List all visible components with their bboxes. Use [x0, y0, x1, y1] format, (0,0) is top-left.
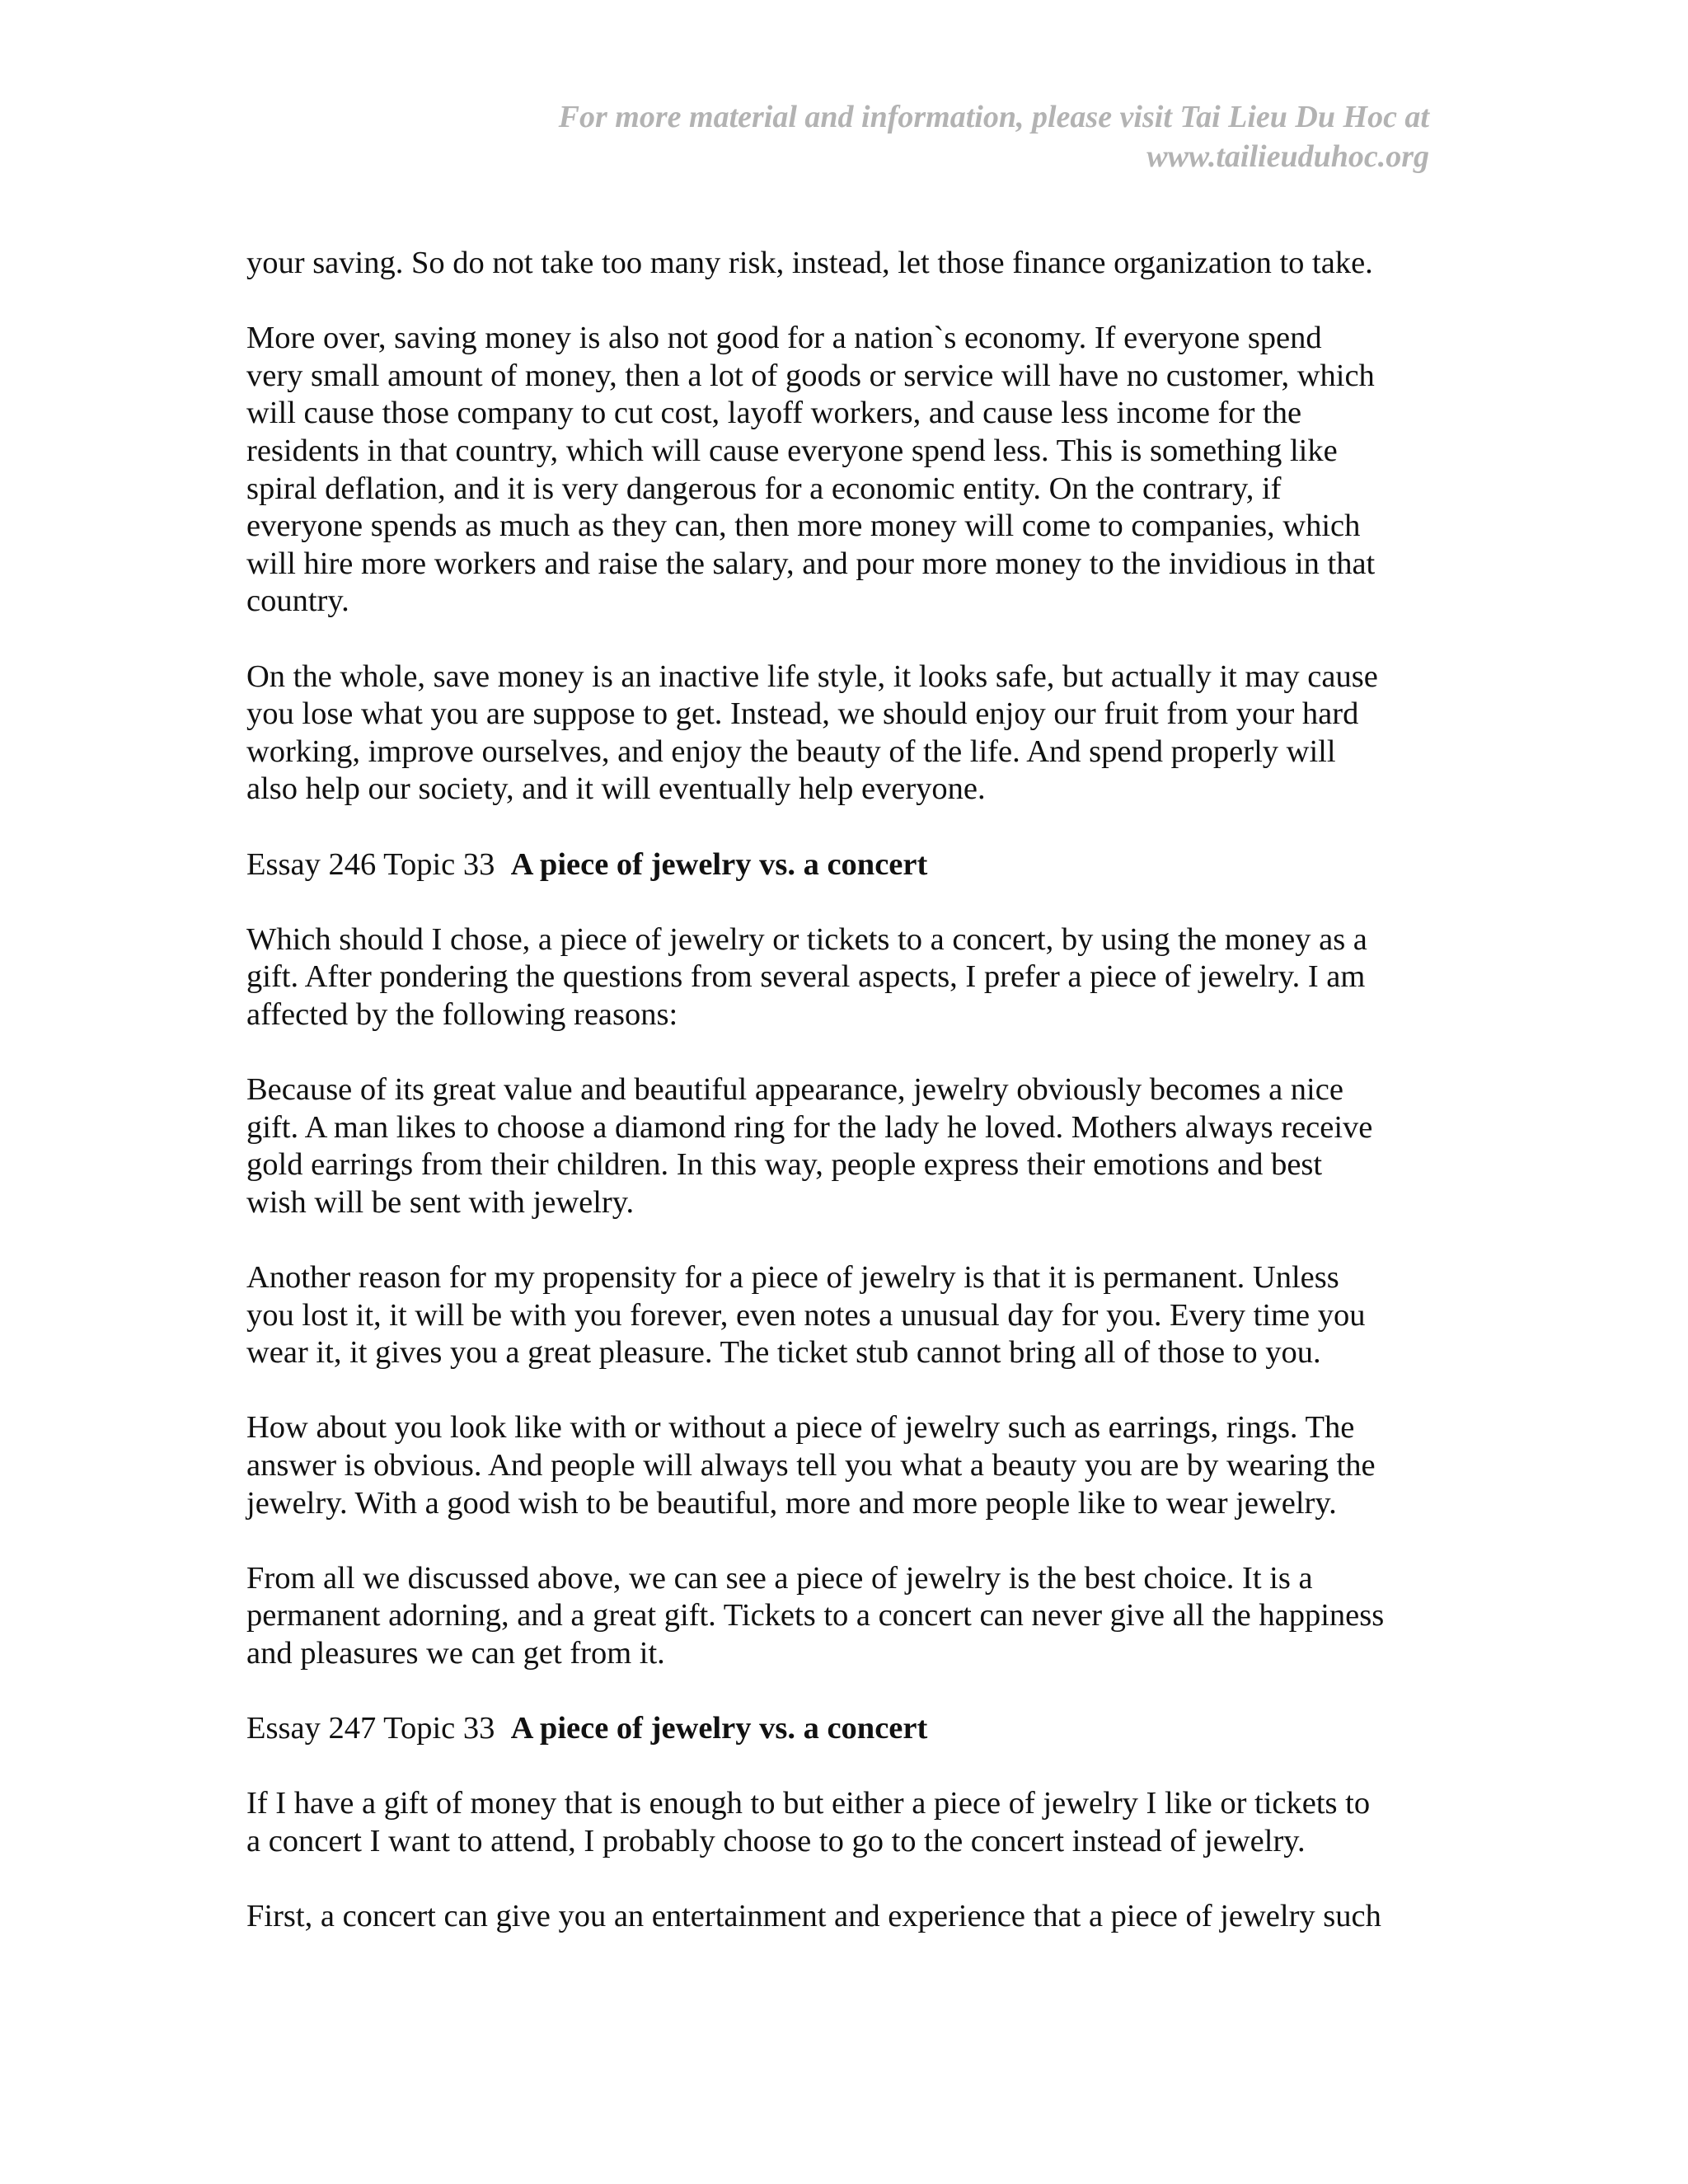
paragraph — [246, 1409, 1442, 1522]
header-line-1: For more material and information, please visit Tai Lieu Du Hoc at — [558, 100, 1429, 134]
text-line: Another reason for my propensity for a piece of jewelry is that it is permanent. Unless — [246, 1260, 1339, 1296]
paragraph — [246, 921, 1442, 1034]
paragraph — [246, 1071, 1442, 1221]
paragraph — [246, 1785, 1442, 1860]
text-line: First, a concert can give you an entertainment and experience that a piece of jewelry such — [246, 1899, 1381, 1934]
essay-title: A piece of jewelry vs. a concert — [510, 1711, 928, 1746]
text-line: country. — [246, 583, 349, 619]
text-line: From all we discussed above, we can see a piece of jewelry is the best choice. It is a — [246, 1560, 1313, 1596]
text-line: and pleasures we can get from it. — [246, 1635, 665, 1671]
text-line: On the whole, save money is an inactive life style, it looks safe, but actually it may cause — [246, 658, 1378, 694]
text-line: everyone spends as much as they can, then more money will come to companies, which — [246, 509, 1361, 544]
paragraph — [246, 320, 1442, 621]
text-line: a concert I want to attend, I probably choose to go to the concert instead of jewelry. — [246, 1823, 1306, 1858]
text-line: affected by the following reasons: — [246, 996, 678, 1032]
text-line: How about you look like with or without a piece of jewelry such as earrings, rings. The — [246, 1410, 1355, 1446]
paragraph — [246, 1898, 1442, 1936]
text-line: jewelry. With a good wish to be beautiful, more and more people like to wear jewelry. — [246, 1485, 1337, 1521]
document-body — [246, 245, 1442, 1973]
page-header — [440, 97, 1429, 176]
text-line: you lose what you are suppose to get. Instead, we should enjoy our fruit from your hard — [246, 696, 1359, 732]
text-line: you lost it, it will be with you forever, even notes a unusual day for you. Every time you — [246, 1297, 1366, 1333]
text-line: very small amount of money, then a lot of goods or service will have no customer, which — [246, 358, 1375, 393]
text-line: wear it, it gives you a great pleasure. The ticket stub cannot bring all of those to you. — [246, 1335, 1321, 1371]
text-line: answer is obvious. And people will always tell you what a beauty you are by wearing the — [246, 1448, 1376, 1483]
text-line: residents in that country, which will cause everyone spend less. This is something like — [246, 433, 1338, 468]
text-line: More over, saving money is also not good for a nation`s economy. If everyone spend — [246, 321, 1322, 356]
paragraph — [246, 1560, 1442, 1673]
text-line: If I have a gift of money that is enough to but either a piece of jewelry I like or tickets to — [246, 1786, 1371, 1821]
paragraph — [246, 1259, 1442, 1372]
essay-title: A piece of jewelry vs. a concert — [510, 846, 928, 882]
text-line: working, improve ourselves, and enjoy the beauty of the life. And spend properly will — [246, 733, 1336, 769]
text-line: wish will be sent with jewelry. — [246, 1184, 635, 1220]
text-line: also help our society, and it will eventually help everyone. — [246, 771, 986, 807]
text-line: spiral deflation, and it is very dangerous for a economic entity. On the contrary, if — [246, 471, 1282, 506]
text-line: Because of its great value and beautiful appearance, jewelry obviously becomes a nice — [246, 1072, 1343, 1108]
text-line: gift. After pondering the questions from several aspects, I prefer a piece of jewelry. I am — [246, 959, 1366, 995]
text-line: your saving. So do not take too many risk, instead, let those finance organization to take. — [246, 246, 1373, 280]
paragraph — [246, 658, 1442, 808]
essay-heading — [246, 1710, 1442, 1748]
text-line: Which should I chose, a piece of jewelry or tickets to a concert, by using the money as a — [246, 921, 1367, 957]
essay-label: Essay 246 Topic 33 — [246, 846, 495, 882]
text-line: gold earrings from their children. In this way, people express their emotions and best — [246, 1147, 1323, 1183]
text-line: will hire more workers and raise the salary, and pour more money to the invidious in that — [246, 546, 1376, 581]
essay-heading — [246, 846, 1442, 884]
essay-label: Essay 247 Topic 33 — [246, 1711, 495, 1746]
paragraph — [246, 245, 1442, 283]
text-line: gift. A man likes to choose a diamond ring for the lady he loved. Mothers always receive — [246, 1109, 1373, 1145]
header-link[interactable]: www.tailieuduhoc.org — [1146, 139, 1429, 174]
text-line: will cause those company to cut cost, layoff workers, and cause less income for the — [246, 396, 1302, 431]
text-line: permanent adorning, and a great gift. Tickets to a concert can never give all the happiness — [246, 1598, 1385, 1633]
